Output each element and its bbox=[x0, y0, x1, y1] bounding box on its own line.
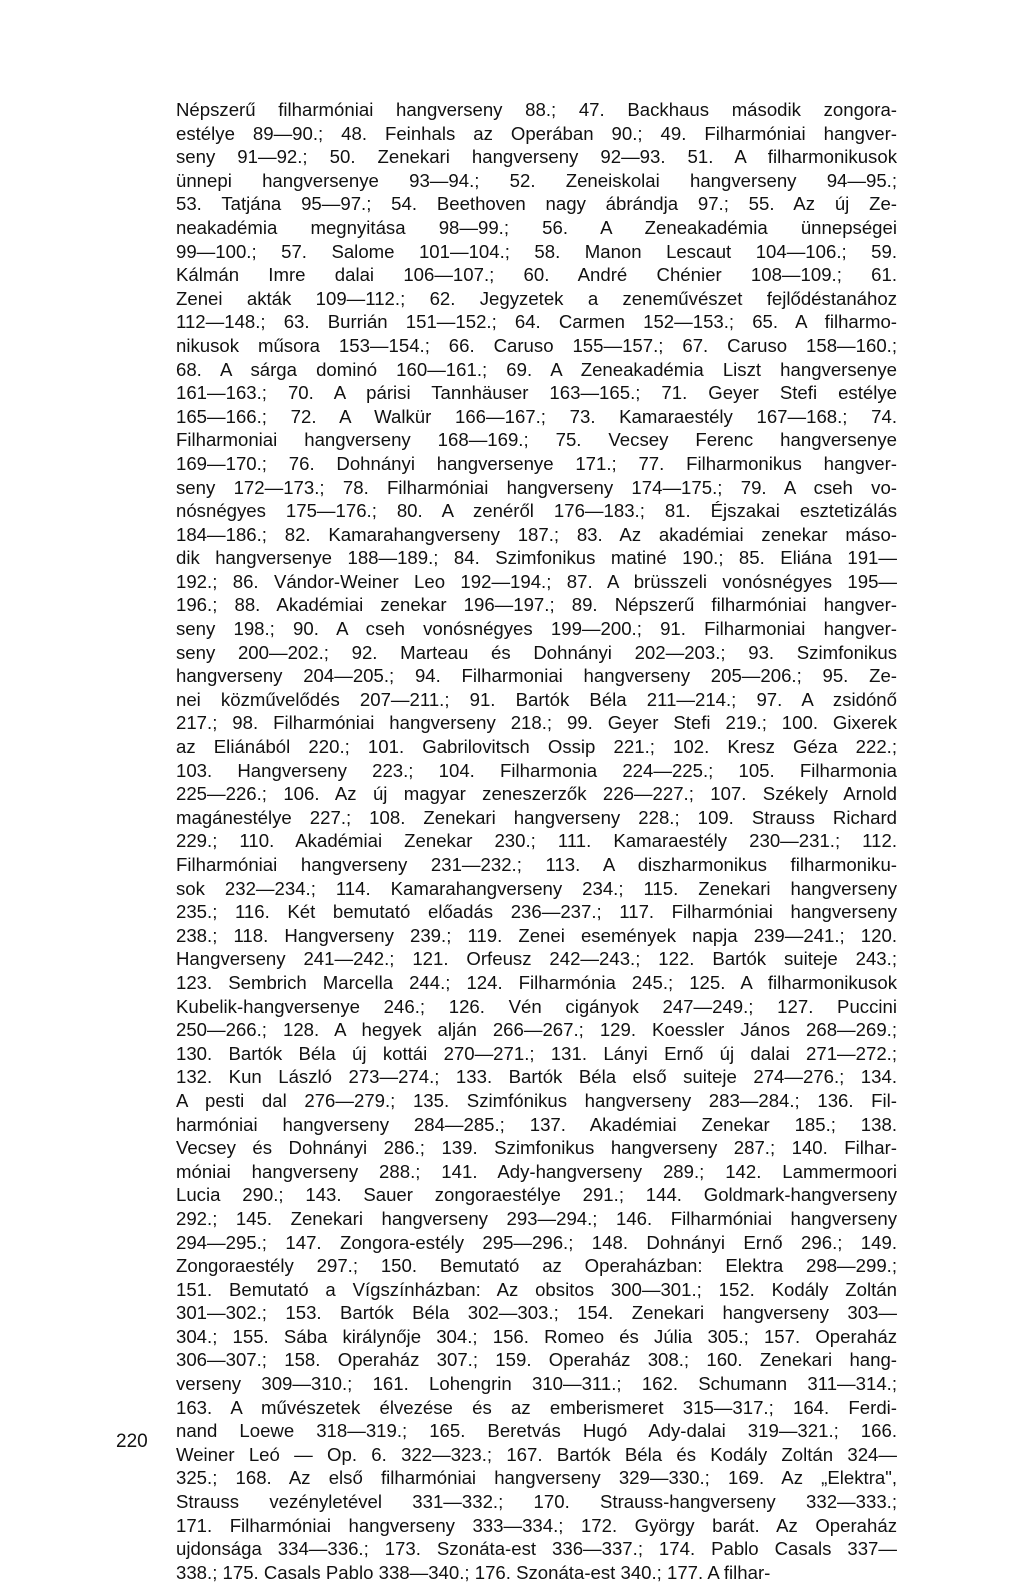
text-line: 123. Sembrich Marcella 244.; 124. Filharmónia 245.; 125. A filharmonikusok bbox=[176, 971, 897, 993]
text-line: hangverseny 204—205.; 94. Filharmoniai hangverseny 205—206.; 95. Ze- bbox=[176, 665, 897, 687]
text-line: 165—166.; 72. A Walkür 166—167.; 73. Kamaraestély 167—168.; 74. bbox=[176, 405, 897, 427]
text-line: 294—295.; 147. Zongora-estély 295—296.; 148. Dohnányi Ernő 296.; 149. bbox=[176, 1231, 897, 1253]
text-line: Lucia 290.; 143. Sauer zongoraestélye 291.; 144. Goldmark-hangverseny bbox=[176, 1184, 897, 1206]
text-line: 304.; 155. Sába királynője 304.; 156. Romeo és Júlia 305.; 157. Operaház bbox=[176, 1325, 897, 1347]
text-line: Filharmoniai hangverseny 168—169.; 75. Vecsey Ferenc hangversenye bbox=[176, 429, 897, 451]
text-line: ujdonsága 334—336.; 173. Szonáta-est 336—337.; 174. Pablo Casals 337— bbox=[176, 1538, 897, 1560]
text-line: 112—148.; 63. Burrián 151—152.; 64. Carmen 152—153.; 65. A filharmo- bbox=[176, 311, 897, 333]
text-line: nand Loewe 318—319.; 165. Beretvás Hugó Ady-dalai 319—321.; 166. bbox=[176, 1420, 897, 1442]
text-line: 325.; 168. Az első filharmóniai hangverseny 329—330.; 169. Az „Elektra", bbox=[176, 1467, 897, 1489]
text-line: 103. Hangverseny 223.; 104. Filharmonia 224—225.; 105. Filharmonia bbox=[176, 759, 897, 781]
text-line: 130. Bartók Béla új kottái 270—271.; 131. Lányi Ernő új dalai 271—272.; bbox=[176, 1042, 897, 1064]
text-line: 184—186.; 82. Kamarahangverseny 187.; 83. Az akadémiai zenekar máso- bbox=[176, 523, 897, 545]
text-line: 250—266.; 128. A hegyek alján 266—267.; 129. Koessler János 268—269.; bbox=[176, 1019, 897, 1041]
text-line: 68. A sárga dominó 160—161.; 69. A Zeneakadémia Liszt hangversenye bbox=[176, 358, 897, 380]
text-line: Weiner Leó — Op. 6. 322—323.; 167. Bartók Béla és Kodály Zoltán 324— bbox=[176, 1443, 897, 1465]
text-line: az Eliánából 220.; 101. Gabrilovitsch Ossip 221.; 102. Kresz Géza 222.; bbox=[176, 736, 897, 758]
text-line: 235.; 116. Két bemutató előadás 236—237.; 117. Filharmóniai hangverseny bbox=[176, 901, 897, 923]
text-line: harmóniai hangverseny 284—285.; 137. Akadémiai Zenekar 185.; 138. bbox=[176, 1113, 897, 1135]
text-line: Zenei akták 109—112.; 62. Jegyzetek a zeneművészet fejlődéstanához bbox=[176, 287, 897, 309]
text-line: 161—163.; 70. A párisi Tannhäuser 163—165.; 71. Geyer Stefi estélye bbox=[176, 382, 897, 404]
text-line: 338.; 175. Casals Pablo 338—340.; 176. Szonáta-est 340.; 177. A filhar- bbox=[176, 1561, 771, 1583]
text-line: 132. Kun László 273—274.; 133. Bartók Béla első suiteje 274—276.; 134. bbox=[176, 1066, 897, 1088]
text-line: neakadémia megnyitása 98—99.; 56. A Zeneakadémia ünnepségei bbox=[176, 216, 897, 238]
text-line: 99—100.; 57. Salome 101—104.; 58. Manon Lescaut 104—106.; 59. bbox=[176, 240, 897, 262]
text-line: seny 200—202.; 92. Marteau és Dohnányi 202—203.; 93. Szimfonikus bbox=[176, 641, 897, 663]
text-line: Zongoraestély 297.; 150. Bemutató az Operaházban: Elektra 298—299.; bbox=[176, 1255, 897, 1277]
text-line: 196.; 88. Akadémiai zenekar 196—197.; 89. Népszerű filharmóniai hangver- bbox=[176, 594, 897, 616]
text-line: Filharmóniai hangverseny 231—232.; 113. A diszharmonikus filharmoniku- bbox=[176, 854, 897, 875]
text-line: Kálmán Imre dalai 106—107.; 60. André Chénier 108—109.; 61. bbox=[176, 264, 897, 286]
text-line: 151. Bemutató a Vígszínházban: Az obsitos 300—301.; 152. Kodály Zoltán bbox=[176, 1278, 897, 1300]
text-line: Kubelik-hangversenye 246.; 126. Vén cigányok 247—249.; 127. Puccini bbox=[176, 995, 897, 1017]
text-line: seny 172—173.; 78. Filharmóniai hangverseny 174—175.; 79. A cseh vo- bbox=[176, 476, 897, 498]
text-line: 238.; 118. Hangverseny 239.; 119. Zenei események napja 239—241.; 120. bbox=[176, 924, 897, 946]
text-line: 292.; 145. Zenekari hangverseny 293—294.; 146. Filharmóniai hangverseny bbox=[176, 1207, 897, 1229]
text-line: seny 198.; 90. A cseh vonósnégyes 199—200.; 91. Filharmoniai hangver- bbox=[176, 618, 897, 640]
text-line: nósnégyes 175—176.; 80. A zenéről 176—183.; 81. Éjszakai esztetizálás bbox=[176, 500, 897, 522]
page-number: 220 bbox=[116, 1431, 148, 1452]
text-line: Vecsey és Dohnányi 286.; 139. Szimfonikus hangverseny 287.; 140. Filhar- bbox=[176, 1137, 897, 1159]
text-line: Hangverseny 241—242.; 121. Orfeusz 242—243.; 122. Bartók suiteje 243.; bbox=[176, 948, 897, 970]
text-line: nei közművelődés 207—211.; 91. Bartók Béla 211—214.; 97. A zsidónő bbox=[176, 688, 897, 710]
text-line: sok 232—234.; 114. Kamarahangverseny 234.; 115. Zenekari hangverseny bbox=[176, 877, 897, 899]
text-line: Népszerű filharmóniai hangverseny 88.; 47. Backhaus második zongora- bbox=[176, 99, 897, 120]
text-line: verseny 309—310.; 161. Lohengrin 310—311.; 162. Schumann 311—314.; bbox=[176, 1373, 897, 1395]
text-line: 225—226.; 106. Az új magyar zeneszerzők 226—227.; 107. Székely Arnold bbox=[176, 783, 897, 805]
text-line: dik hangversenye 188—189.; 84. Szimfonikus matiné 190.; 85. Eliána 191— bbox=[176, 547, 897, 569]
text-line: seny 91—92.; 50. Zenekari hangverseny 92—93. 51. A filharmonikusok bbox=[176, 146, 897, 168]
text-line: ünnepi hangversenye 93—94.; 52. Zeneiskolai hangverseny 94—95.; bbox=[176, 169, 897, 191]
text-line: estélye 89—90.; 48. Feinhals az Operában 90.; 49. Filharmóniai hangver- bbox=[176, 122, 897, 144]
text-line: nikusok műsora 153—154.; 66. Caruso 155—157.; 67. Caruso 158—160.; bbox=[176, 334, 897, 356]
text-line: 169—170.; 76. Dohnányi hangversenye 171.; 77. Filharmonikus hangver- bbox=[176, 452, 897, 474]
text-line: 171. Filharmóniai hangverseny 333—334.; 172. György barát. Az Operaház bbox=[176, 1514, 897, 1536]
text-line: 217.; 98. Filharmóniai hangverseny 218.; 99. Geyer Stefi 219.; 100. Gixerek bbox=[176, 712, 897, 734]
text-line: 229.; 110. Akadémiai Zenekar 230.; 111. Kamaraestély 230—231.; 112. bbox=[176, 830, 897, 852]
index-text-block bbox=[176, 98, 897, 1584]
text-line: 306—307.; 158. Operaház 307.; 159. Operaház 308.; 160. Zenekari hang- bbox=[176, 1349, 897, 1371]
text-line: 163. A művészetek élvezése és az emberismeret 315—317.; 164. Ferdi- bbox=[176, 1396, 897, 1418]
text-line: magánestélye 227.; 108. Zenekari hangverseny 228.; 109. Strauss Richard bbox=[176, 806, 897, 828]
text-line: móniai hangverseny 288.; 141. Ady-hangverseny 289.; 142. Lammermoori bbox=[176, 1160, 897, 1182]
text-line: 301—302.; 153. Bartók Béla 302—303.; 154. Zenekari hangverseny 303— bbox=[176, 1302, 897, 1324]
text-line: A pesti dal 276—279.; 135. Szimfónikus hangverseny 283—284.; 136. Fil- bbox=[176, 1089, 897, 1111]
text-line: 192.; 86. Vándor-Weiner Leo 192—194.; 87. A brüsszeli vonósnégyes 195— bbox=[176, 570, 897, 592]
text-line: Strauss vezényletével 331—332.; 170. Strauss-hangverseny 332—333.; bbox=[176, 1491, 897, 1513]
text-line: 53. Tatjána 95—97.; 54. Beethoven nagy ábrándja 97.; 55. Az új Ze- bbox=[176, 193, 897, 215]
